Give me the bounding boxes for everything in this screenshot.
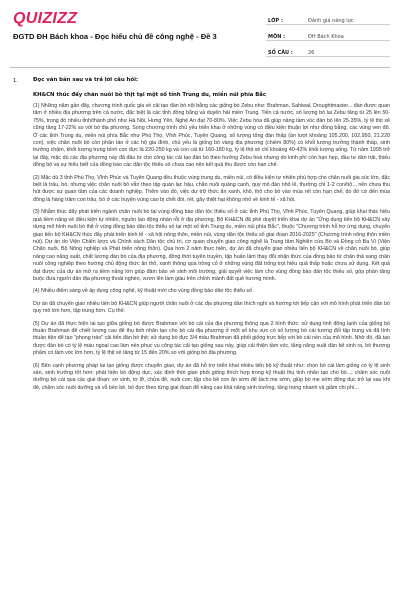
passage-paragraph-2: (2) Mặc dù 3 tỉnh Phú Thọ, Vĩnh Phúc và Tuyên Quang đều thuộc vùng trung du, miền núi, có điều kiện tự nhiên phù hợp cho chăn nuôi gia súc lớn, đặc biệt là trâu, bò, nhưng việc chăn nuôi bò vẫn theo tập quán lạc hậu, chăn nuôi quảng canh, quy mô đàn nhỏ lẻ, thường chỉ 1-2 con/hộ... nên chưa thu hút được sự quan tâm của các doanh nghiệp. Thêm vào đó, việc dự trữ thức ăn xanh, khô, thô cho bò vào mùa rét còn hạn chế, do đó cứ đến mùa đông là hàng trăm con trâu, bò ở các huyện vùng cao bị chết đói, rét, gây thiệt hại không nhỏ về kinh tế - xã hội. [33, 174, 390, 203]
header-divider [10, 67, 390, 68]
passage [33, 92, 390, 397]
subject-label: MÔN : [268, 34, 286, 40]
document-title: ĐGTD ĐH Bách khoa - Đọc hiểu chủ đề công nghệ - Đề 3 [13, 32, 217, 41]
question-count-value: 26 [308, 50, 315, 56]
question-prompt: Đọc văn bản sau và trả lời câu hỏi: [33, 77, 139, 83]
class-label: LỚP : [268, 18, 283, 24]
passage-paragraph-1: (1) Những năm gần đây, chương trình quốc gia về cải tạo đàn bò nội bằng các giống bò Zebu như: Brahman, Sahiwal, Droughtmaster... đàn được quan tâm ở nhiều địa phương trên cả nước, đặc biệt là các tỉnh đồng bằng và duyên hải miền Trung. Tiến cả nước, số lượng bò lai Zebu tăng từ 25 lên 50-75%, trong đó nhiều tỉnh/thành phố như Hà Nội, Hưng Yên, Nghệ An đạt 70-80%. Việc Zebu hóa đã giúp nâng tầm vóc đàn bò lên 25-35%, tỷ lệ thịt xẻ cũng tăng 17-22% so với bò địa phương. Song chương trình chủ yếu triển khai ở những vùng có điều kiện thuận lợi như đồng bằng, các vùng ven đô. Ở các tỉnh Trung du, miền núi phía Bắc như Phú Thọ, Vĩnh Phúc, Tuyên Quang, số lượng tổng đàn thấp (ần lượt khoảng 105.200, 102.950, 21.220 con), việc chăn nuôi bò còn phân tán ở các hộ gia đình, chủ yếu là giống bò vàng địa phương (chiếm 80%) có khối lượng trưởng thành thấp, sinh trưởng chậm, khối lượng trung bình con đực là 220-250 kg và con cái từ 160-180 kg, tỷ lệ thịt xẻ chỉ khoảng 40-42% khối lượng sống. Từ năm 1995 trở lại đây, mặc dù các địa phương này đã đầu tư cho công tác cải tạo đàn bò theo hướng Zebu hoá nhưng do kinh phí còn hạn hẹp, đầu tư dàn trải, thiếu đồng bộ và sự hiểu biết của đồng bào các dân tộc thiểu số chưa cao nên kết quả thu được còn hạn chế. [33, 103, 390, 169]
subject-row [266, 28, 390, 41]
class-value: Đánh giá năng lực [308, 18, 354, 24]
question-number: 1. [13, 78, 18, 84]
question-count-row [266, 44, 390, 57]
subject-value: ĐH Bách Khoa [308, 34, 344, 40]
passage-paragraph-5: Dự án đã chuyển giao nhiều tiến bộ KH&CN giúp người chăn nuôi ở các địa phương dần thích nghi và hướng tới tiếp cận với mô hình phát triển đàn bò quy mô lớn hơn, tập trung hơn. Cụ thể: [33, 300, 390, 315]
passage-paragraph-7: (6) Bên cạnh phương pháp lai tạo giống được chuyển giao, dự án đã hỗ trợ triển khai nhiều tiến bộ kỹ thuật như: chọn bò cái làm giống có tỷ lệ sinh sản, sinh trưởng tốt hơn; phát hiện bò động dục, xác định thời gian phối giống thích hợp trong kỹ thuật thụ tinh nhân tạo cho bò...; chăm sóc nuôi dưỡng bò cái qua các giai đoạn: sơ sinh, tơ lỡ, chửa đẻ, nuôi con; tập cho bê con ăn sớm để tách mẹ sớm, giúp bò mẹ sớm động dục trở lại sau khi đẻ, chăm sóc nuôi dưỡng và vỗ béo bê, bò đực theo từng giai đoạn để nâng cao khả năng sinh trưởng, tăng trọng nhanh và giảm chi phí... [33, 362, 390, 391]
quizizz-logo: QUIZIZZ [13, 10, 78, 27]
question-count-label: SỐ CÂU : [268, 50, 293, 56]
passage-paragraph-6: (5) Dự án đã thực hiện lai tạo giữa giống bò được Brahman với bò cái của địa phương thông qua 2 hình thức: sử dụng tinh đông lạnh của giống bò thuần Brahman để chiết lượng cao để thụ tinh nhân tạo cho bò cái địa phương ở một số khu vực có số lượng bò cái tương đối tập trung và đã tính thuần tiện để tạo "phong trào" cải tiến đàn bò thịt; sử dụng bò đực 3/4 máu Brahman đã phối giống trực tiếp với bò cái nền của mô hình. Nhờ đó, đã tạo được đàn bò có tỷ lệ máu ngoại cao làm nền phục vụ công tác cải tạo giống sau này, giúp cải thiện tầm vóc, tăng năng suất đàn bê sinh ra, bò thương phẩm có tầm vóc lớn hơn, tỷ lệ thịt xẻ tăng từ 15 đến 20% so với giống bò địa phương. [33, 320, 390, 357]
class-row [266, 12, 390, 25]
passage-paragraph-3: (3) Nhằm thúc đẩy phát triển ngành chăn nuôi bò tại vùng đồng bào dân tộc thiểu số ở các tỉnh Phú Thọ, Vĩnh Phúc, Tuyên Quang, giúp khai thác hiệu quả tiềm năng về điều kiện tự nhiên, nguồn lao động nhàn rỗi ở địa phương, Bộ KH&CN đã phê duyệt triển khai dự án "Ứng dụng tiến bộ KH&CN xây dựng mô hình nuôi bò thịt ở vùng đồng bào dân tộc thiểu số tại một số tỉnh Trung du, miền núi phía Bắc", thuộc "Chương trình hỗ trợ ứng dụng, chuyển giao tiến bộ KH&CN thúc đẩy phát triển kinh tế - xã hội nông thôn, miền núi, vùng dân tộc thiểu số giai đoạn 2016-2025" (Chương trình nông thôn miền núi). Dự án do Viện Chiến lược và Chính sách Dân tộc chủ trì, cơ quan chuyển giao công nghệ là Trung tâm Nghiên cứu Bò và Đồng cỏ Ba Vì (Viện Chăn nuôi, Bộ Nông nghiệp và Phát triển nông thôn). Qua hơn 2 năm thực hiện, dự án đã chuyển giao nhiều tiến bộ KH&CN về chăn nuôi bò, giúp nâng cao năng suất, chất lượng đàn bò của địa phương, đồng thời tuyên truyền, tập huấn làm thay đổi nhận thức của đồng bào từ chăn thả sang chăn nuôi công nghiệp theo hướng chủ động thức ăn thô, xanh thông qua trồng cỏ ở những vùng đất trống trọt hiệu quả thấp hoặc chưa sử dụng. Kết quả đạt được của dự án mở ra tiềm năng lớn giúp đảm bảo về sinh môi trường, giải quyết việc làm cho vùng đồng bào dân tộc thiểu số, góp phần tăng buộc đưa người dân địa phương thoát nghèo, vươn lên làm giàu trên chính mảnh đất quê hương mình. [33, 209, 390, 282]
worksheet-meta [266, 12, 390, 60]
passage-paragraph-4: (4) Nhiều điểm sáng về áp dụng công nghệ, kỹ thuật mới cho vùng đồng bào dân tộc thiểu số [33, 288, 253, 295]
passage-heading: KH&CN thúc đẩy chăn nuôi bò thịt tại một số tỉnh Trung du, miền núi phía Bắc [33, 92, 266, 98]
